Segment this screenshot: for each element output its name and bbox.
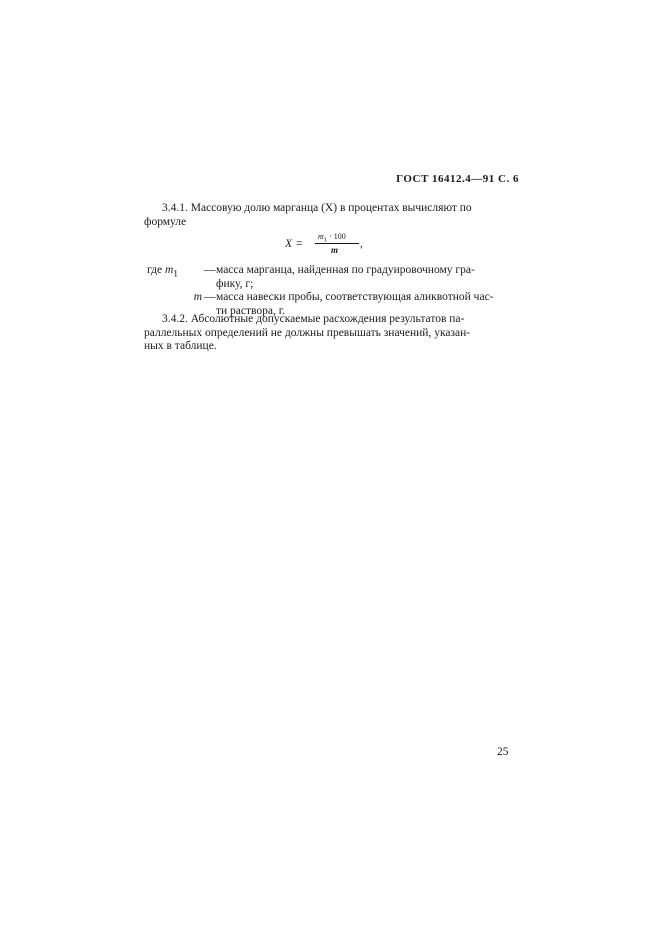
definitions-list: [147, 264, 519, 318]
paragraph-3-4-2-line-3: ных в таблице.: [144, 340, 217, 352]
paragraph-3-4-1-line-1: [144, 202, 516, 216]
paragraph-3-4-2: [144, 313, 516, 354]
paragraph-text: Абсолютные допускаемые расхождения результатов па-: [190, 313, 465, 325]
formula-numerator-var: m: [318, 232, 324, 241]
paragraph-3-4-2-line-2: раллельных определений не должны превышать значений, указан-: [144, 326, 471, 339]
formula-numerator-rest: · 100: [327, 232, 346, 241]
formula-denominator: m: [331, 245, 339, 255]
formula: [285, 232, 395, 262]
definition-dash: —: [204, 291, 216, 303]
formula-equals: =: [296, 238, 303, 250]
paragraph-3-4-1-line-2: формуле: [144, 215, 187, 228]
definition-symbol: m: [193, 291, 202, 303]
formula-lhs: X: [285, 238, 293, 250]
formula-numerator-sub: 1: [323, 236, 328, 244]
document-header: ГОСТ 16412.4—91 С. 6: [396, 173, 519, 185]
section-number: 3.4.1.: [162, 202, 188, 214]
definition-symbol: где $m_1$: [147, 264, 179, 280]
definition-text: масса навески пробы, соответствующая аликвотной час- ти раствора, г.: [216, 291, 494, 317]
definition-text: масса марганца, найденная по градуировочному гра- фику, г;: [216, 264, 475, 290]
definition-dash: —: [204, 264, 216, 276]
fraction-bar: [315, 243, 359, 244]
paragraph-text: Массовую долю марганца (X) в процентах вычисляют по: [190, 202, 472, 214]
formula-numerator: [318, 232, 346, 244]
section-number: 3.4.2.: [162, 313, 188, 325]
paragraph-3-4-1: [144, 202, 516, 229]
formula-trailing: ,: [360, 238, 363, 250]
page-number: 25: [497, 746, 509, 758]
paragraph-3-4-2-line-1: [144, 313, 516, 327]
definition-m1: [147, 264, 519, 291]
